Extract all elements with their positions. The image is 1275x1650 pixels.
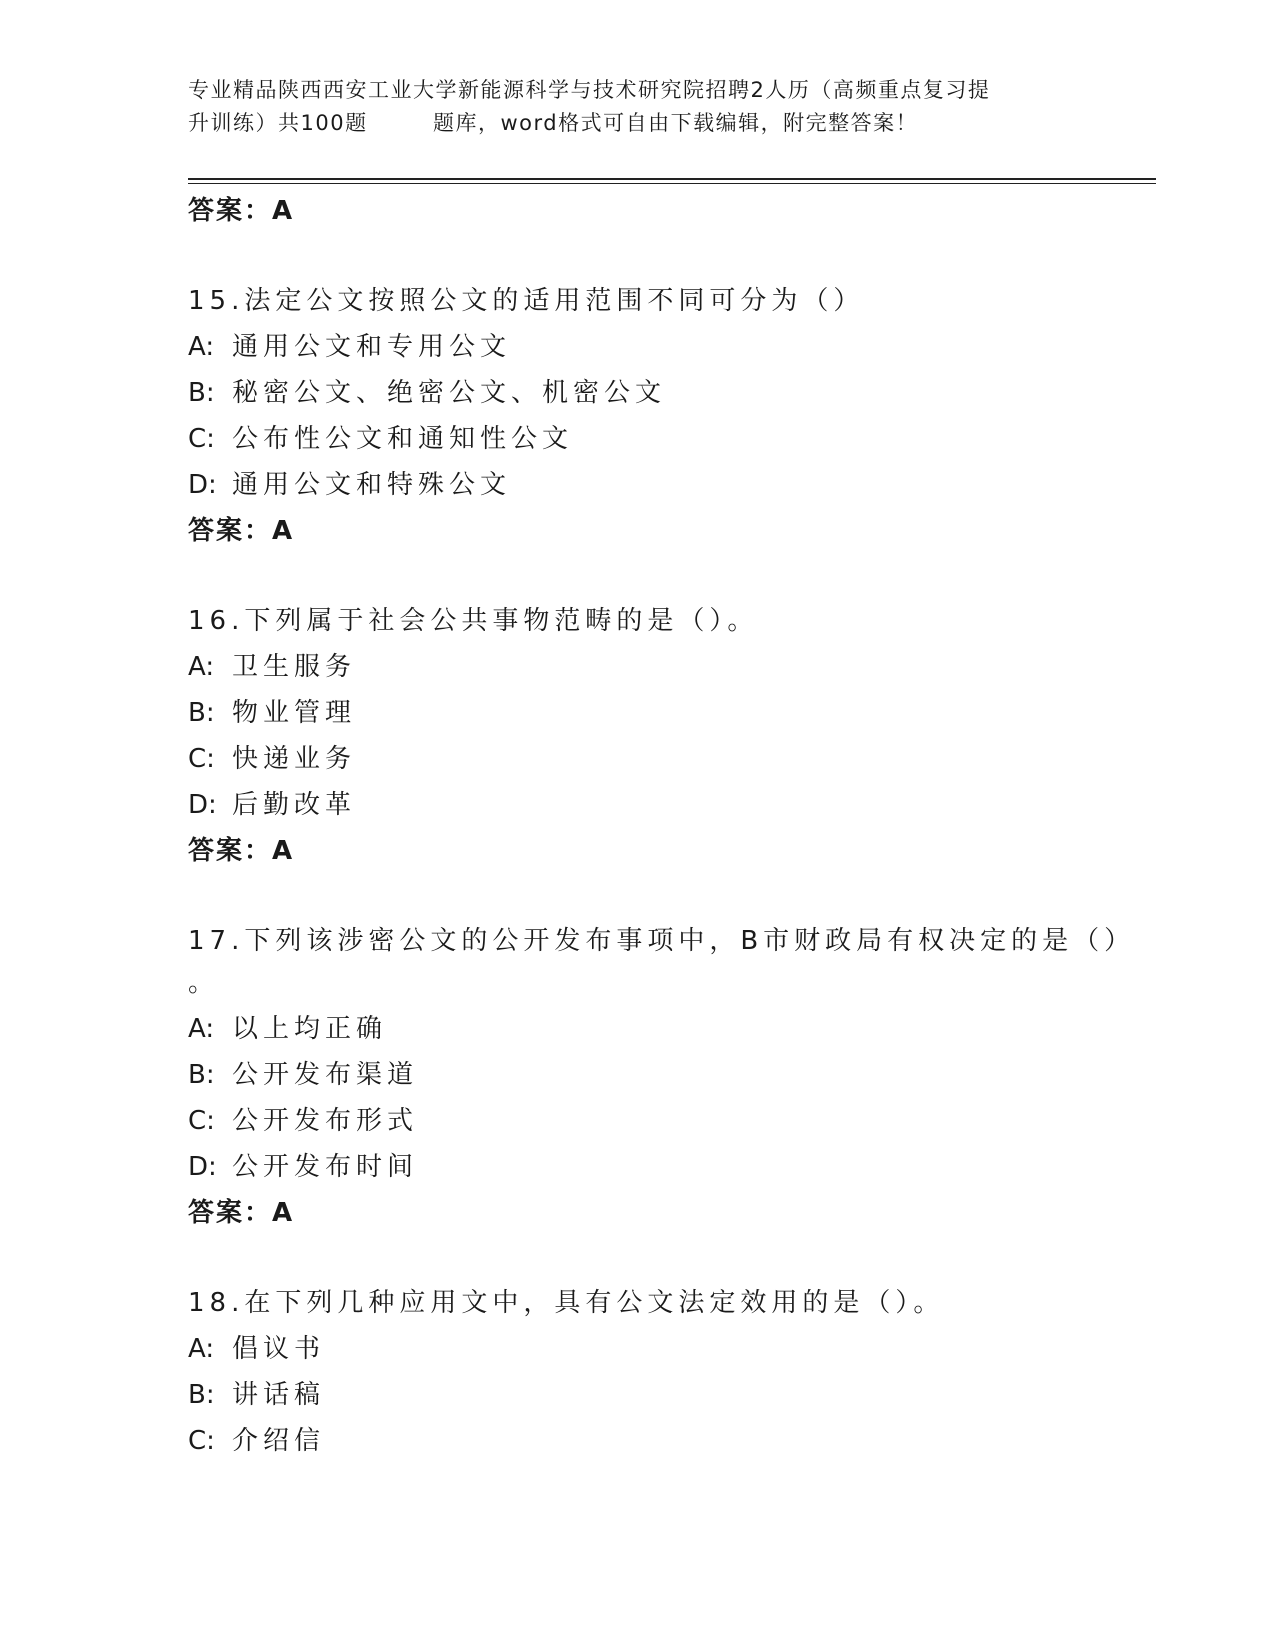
option-a [188,1326,1148,1372]
option-text: 公开发布渠道 [232,1060,419,1090]
option-text: 快递业务 [232,744,357,774]
option-text: 倡议书 [232,1334,326,1364]
option-text: 物业管理 [232,698,357,728]
option-key: A: [188,1334,215,1364]
option-key: C: [188,1426,215,1456]
option-text: 通用公文和专用公文 [232,332,512,362]
option-text: 以上均正确 [232,1014,388,1044]
header-line-1: 专业精品陕西西安工业大学新能源科学与技术研究院招聘2人历（高频重点复习提 [188,78,991,102]
header-line-2: 升训练）共100题 题库，word格式可自由下载编辑，附完整答案！ [188,111,919,135]
option-key: C: [188,424,215,454]
option-a [188,1006,1148,1052]
option-text: 介绍信 [232,1426,326,1456]
option-d [188,1144,1148,1190]
question-stem: 16.下列属于社会公共事物范畴的是（）。 [188,606,759,636]
document-header [188,74,1088,140]
question-15 [188,278,1148,554]
answer-line: 答案：A [188,836,295,866]
option-key: A: [188,652,215,682]
question-17 [188,918,1148,1236]
option-c [188,736,1148,782]
option-a [188,644,1148,690]
option-b [188,1372,1148,1418]
option-c [188,1098,1148,1144]
option-text: 通用公文和特殊公文 [232,470,512,500]
option-key: D: [188,790,217,820]
question-stem: 15.法定公文按照公文的适用范围不同可分为（） [188,286,865,316]
option-c [188,1418,1148,1464]
option-key: B: [188,1380,215,1410]
option-text: 公开发布形式 [232,1106,419,1136]
question-stem: 17.下列该涉密公文的公开发布事项中，B市财政局有权决定的是（） [188,926,1136,956]
option-key: D: [188,1152,217,1182]
option-d [188,462,1148,508]
option-b [188,690,1148,736]
option-b [188,1052,1148,1098]
option-a [188,324,1148,370]
question-18 [188,1280,1148,1464]
option-text: 后勤改革 [232,790,357,820]
question-list [188,188,1148,1464]
question-stem-continuation: 。 [188,968,215,998]
option-key: B: [188,378,215,408]
question-16 [188,598,1148,874]
answer-line: 答案：A [188,196,295,226]
option-c [188,416,1148,462]
option-text: 公布性公文和通知性公文 [232,424,574,454]
option-key: C: [188,1106,215,1136]
header-rule-thick [188,178,1156,180]
answer-line: 答案：A [188,516,295,546]
header-rule-thin [188,183,1156,184]
answer-line: 答案：A [188,1198,295,1228]
option-text: 卫生服务 [232,652,357,682]
option-key: B: [188,1060,215,1090]
option-d [188,782,1148,828]
option-text: 讲话稿 [232,1380,326,1410]
question-stem: 18.在下列几种应用文中，具有公文法定效用的是（）。 [188,1288,945,1318]
option-key: D: [188,470,217,500]
option-key: C: [188,744,215,774]
option-key: B: [188,698,215,728]
option-text: 公开发布时间 [232,1152,419,1182]
option-key: A: [188,1014,215,1044]
option-text: 秘密公文、绝密公文、机密公文 [232,378,667,408]
option-key: A: [188,332,215,362]
option-b [188,370,1148,416]
